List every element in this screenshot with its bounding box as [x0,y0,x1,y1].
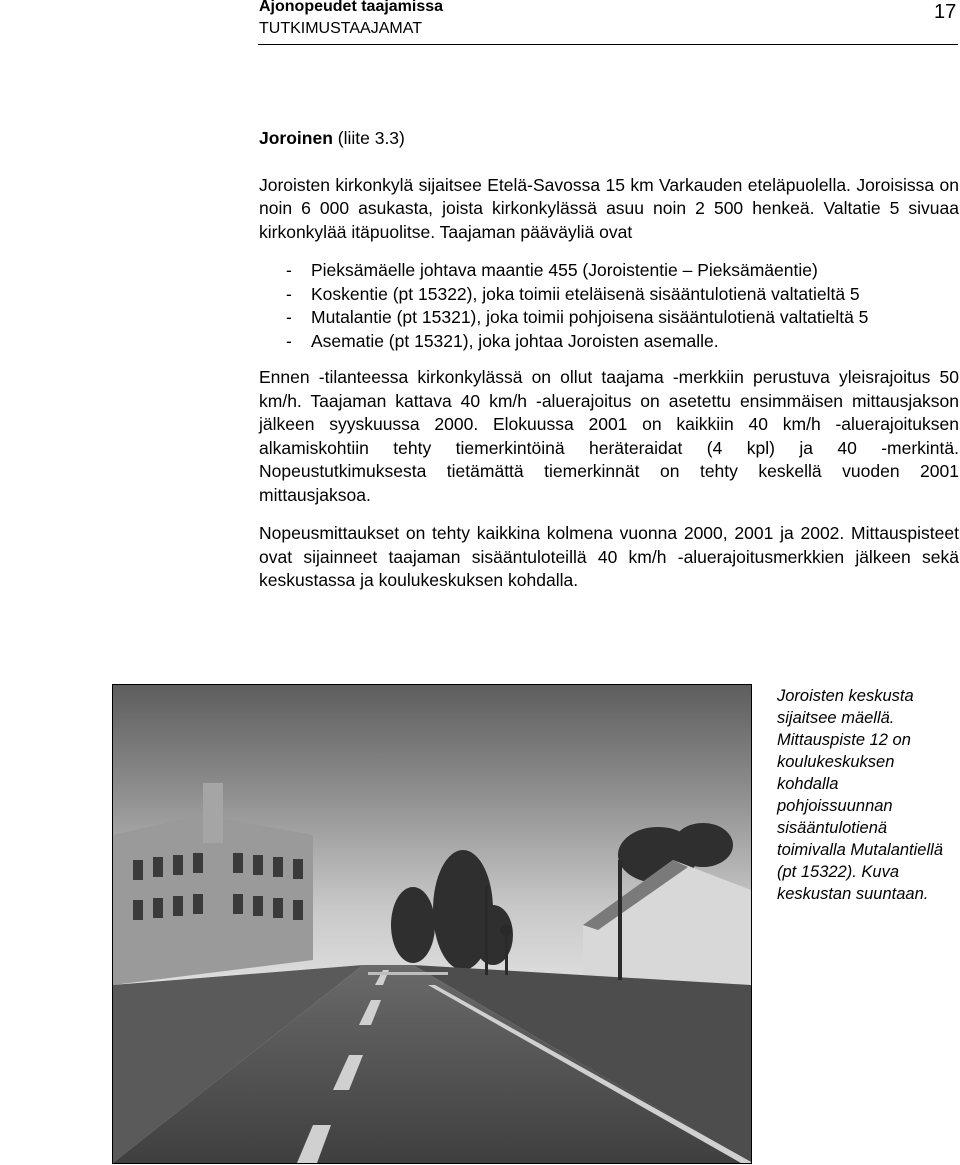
road-list [259,259,959,353]
intro-paragraph: Joroisten kirkonkylä sijaitsee Etelä-Savossa 15 km Varkauden eteläpuolella. Joroisissa on noin 6 000 asukasta, joista kirkonkylässä asuu noin 2 500 henkeä. Valtatie 5 sivuaa kirkonkylää itäpuolitse. Taajaman pääväyliä ovat [259,174,959,242]
page-number: 17 [934,1,957,23]
main-content [259,127,959,593]
road-list-item: - Pieksämäelle johtava maantie 455 (Joroistentie – Pieksämäentie) [259,259,959,283]
street-photo-drawing [113,685,751,1163]
speed-limit-paragraph: Ennen -tilanteessa kirkonkylässä on ollut taajama -merkkiin perustuva yleisrajoitus 50 km/h. Taajaman kattava 40 km/h -aluerajoitus on asetettu ensimmäisen mittausjakson jälkeen syyskuussa 2000. Elokuussa 2001 on kaikkiin 40 km/h -aluerajoituksen alkamiskohtiin tehty tiemerkintöinä heräteraidat (4 kpl) ja 40 -merkintä. Nopeustutkimuksesta tietämättä tiemerkinnät on tehty keskellä vuoden 2001 mittausjaksoa. [259,367,959,505]
section-heading [259,127,959,151]
road-list-item: - Mutalantie (pt 15321), joka toimii pohjoisena sisääntulotienä valtatieltä 5 [259,306,959,330]
header-rule [258,44,958,45]
street-photo [112,684,752,1164]
photo-caption: Joroisten keskusta sijaitsee mäellä. Mittauspiste 12 on koulukeskuksen kohdalla pohjoissuunnan sisääntulotienä toimivalla Mutalantiellä (pt 15322). Kuva keskustan suuntaan. [777,687,943,903]
running-header-title: Ajonopeudet taajamissa [259,0,444,15]
section-heading-place: Joroinen [259,128,333,148]
road-list-item: - Koskentie (pt 15322), joka toimii eteläisenä sisääntulotienä valtatieltä 5 [259,283,959,307]
running-header-subtitle: TUTKIMUSTAAJAMAT [259,20,422,37]
road-list-item: - Asematie (pt 15321), joka johtaa Joroisten asemalle. [259,330,959,354]
measurement-paragraph: Nopeusmittaukset on tehty kaikkina kolmena vuonna 2000, 2001 ja 2002. Mittauspisteet ovat sijainneet taajaman sisääntuloteillä 40 km/h -aluerajoitusmerkkien jälkeen sekä keskustassa ja koulukeskuksen kohdalla. [259,523,959,590]
section-heading-ref: (liite 3.3) [332,128,405,148]
